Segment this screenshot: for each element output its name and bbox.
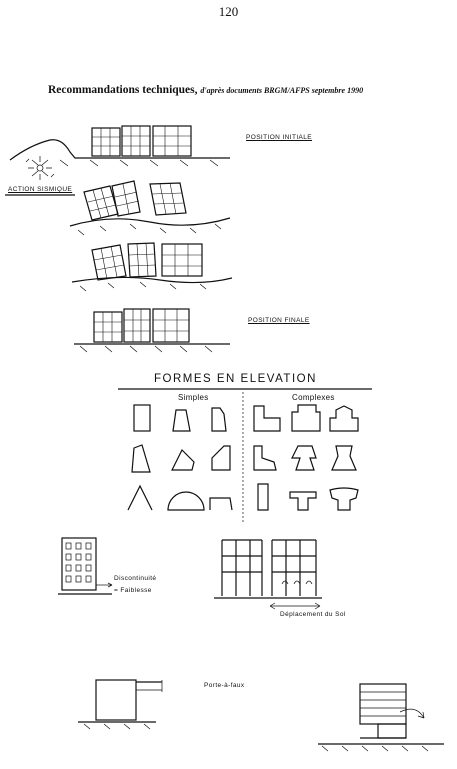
formes-complexes-label: Complexes bbox=[292, 393, 335, 402]
overhang-building bbox=[318, 684, 444, 751]
formes-title: FORMES EN ELEVATION bbox=[154, 373, 317, 385]
note-discontinuite: Discontinuité bbox=[114, 575, 157, 582]
page-number: 120 bbox=[218, 4, 239, 19]
title-main: Recommandations techniques, bbox=[48, 84, 198, 96]
label-position-finale: POSITION FINALE bbox=[248, 317, 310, 324]
cantilever-frame bbox=[78, 680, 162, 729]
formes-simples-label: Simples bbox=[178, 393, 209, 402]
note-faiblesse: = Faiblesse bbox=[114, 587, 152, 594]
label-position-initiale: POSITION INITIALE bbox=[246, 134, 313, 141]
label-action-sismique: ACTION SISMIQUE bbox=[8, 186, 73, 193]
title-subtitle: d'après documents BRGM/AFPS septembre 1990 bbox=[200, 86, 364, 95]
note-deplacement-sol: Déplacement du Sol bbox=[280, 611, 346, 618]
note-porte-a-faux: Porte-à-faux bbox=[204, 682, 245, 689]
